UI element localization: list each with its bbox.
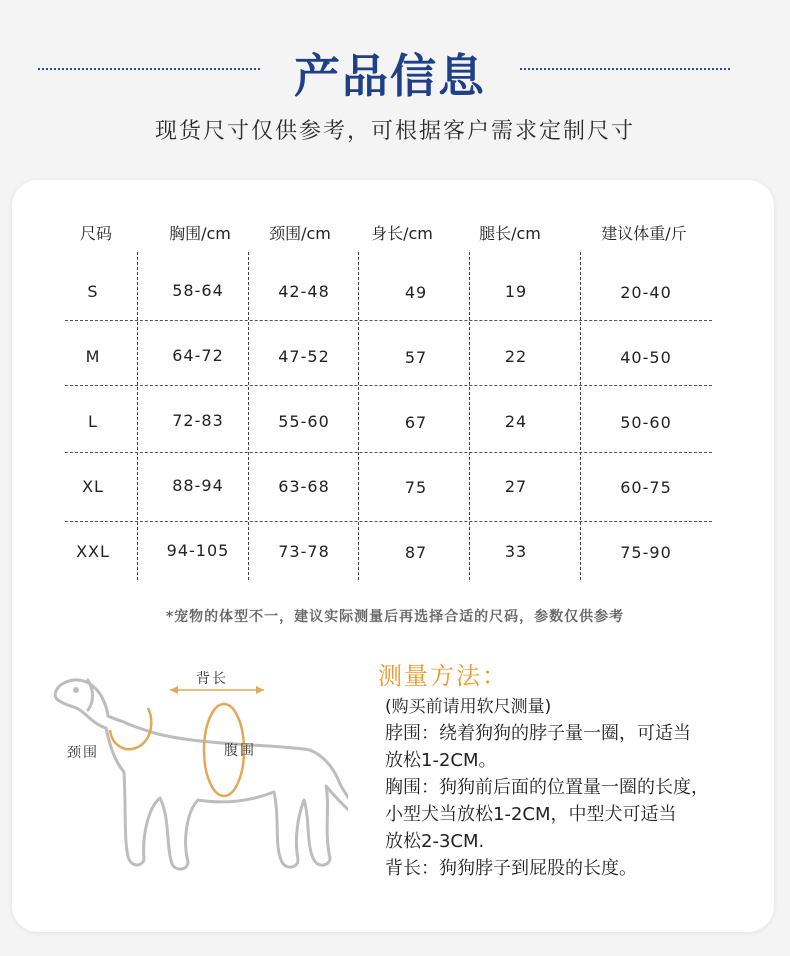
col-header-neck: 颈围/cm: [269, 224, 331, 243]
back-length-label: 背长: [196, 671, 228, 687]
table-cell-chest: 94-105: [166, 541, 230, 560]
size-note: *宠物的体型不一，建议实际测量后再选择合适的尺码，参数仅供参考: [165, 609, 625, 625]
table-cell-chest: 58-64: [172, 281, 224, 300]
col-header-weight: 建议体重/斤: [601, 224, 687, 243]
method-line: 放松2-3CM.: [385, 831, 485, 852]
column-divider: [469, 252, 470, 580]
col-header-leg-length: 腿长/cm: [479, 224, 541, 243]
dog-ear: [88, 680, 93, 710]
dog-eye: [73, 687, 79, 693]
table-cell-weight: 50-60: [620, 413, 672, 432]
method-line: 脖围：绕着狗狗的脖子量一圈，可适当: [385, 723, 691, 744]
table-cell-size: XXL: [76, 542, 110, 561]
row-divider: [65, 452, 712, 453]
table-cell-leg-length: 27: [504, 477, 528, 496]
neck-label: 颈围: [67, 745, 99, 761]
table-cell-neck: 73-78: [278, 542, 330, 561]
table-cell-size: XL: [82, 477, 104, 496]
table-cell-weight: 20-40: [620, 283, 672, 302]
method-line: 胸围：狗狗前后面的位置量一圈的长度，: [385, 777, 709, 798]
method-title: 测量方法：: [378, 662, 508, 690]
title-divider-right: [520, 68, 730, 70]
page-title: 产品信息: [294, 49, 486, 103]
title-divider-left: [38, 68, 260, 70]
back-arrow-left-head: [170, 686, 178, 694]
table-cell-body-length: 75: [404, 478, 428, 497]
table-cell-leg-length: 33: [504, 542, 528, 561]
method-line: 放松1-2CM。: [385, 750, 497, 771]
table-cell-size: M: [85, 347, 101, 366]
column-divider: [248, 252, 249, 580]
table-cell-body-length: 67: [404, 413, 428, 432]
belly-label: 腹围: [224, 743, 256, 759]
table-cell-body-length: 49: [404, 283, 428, 302]
title-row: [0, 40, 790, 103]
column-divider: [358, 252, 359, 580]
table-cell-size: L: [88, 412, 98, 431]
table-cell-neck: 63-68: [278, 477, 330, 496]
table-cell-weight: 75-90: [620, 543, 672, 562]
table-cell-leg-length: 19: [504, 282, 528, 301]
col-header-size: 尺码: [79, 224, 113, 243]
col-header-chest: 胸围/cm: [169, 224, 231, 243]
column-divider: [580, 252, 581, 580]
method-line: (购买前请用软尺测量): [385, 697, 552, 717]
table-cell-neck: 55-60: [278, 412, 330, 431]
row-divider: [65, 385, 712, 386]
table-cell-neck: 47-52: [278, 347, 330, 366]
dog-outline: [55, 680, 348, 869]
table-cell-neck: 42-48: [278, 282, 330, 301]
table-cell-leg-length: 24: [504, 412, 528, 431]
method-line: 背长：狗狗脖子到屁股的长度。: [385, 858, 637, 879]
table-cell-chest: 88-94: [172, 476, 224, 495]
table-cell-weight: 60-75: [620, 478, 672, 497]
table-cell-body-length: 87: [404, 543, 428, 562]
col-header-body-length: 身长/cm: [371, 224, 433, 243]
row-divider: [65, 521, 712, 522]
method-line: 小型犬当放松1-2CM，中型犬可适当: [385, 804, 677, 825]
table-cell-size: S: [87, 282, 99, 301]
table-cell-weight: 40-50: [620, 348, 672, 367]
column-divider: [137, 252, 138, 580]
table-cell-chest: 64-72: [172, 346, 224, 365]
table-cell-body-length: 57: [404, 348, 428, 367]
row-divider: [65, 320, 712, 321]
back-arrow-right-head: [256, 686, 264, 694]
page-subtitle: 现货尺寸仅供参考，可根据客户需求定制尺寸: [154, 119, 635, 144]
table-cell-chest: 72-83: [172, 411, 224, 430]
table-cell-leg-length: 22: [504, 347, 528, 366]
